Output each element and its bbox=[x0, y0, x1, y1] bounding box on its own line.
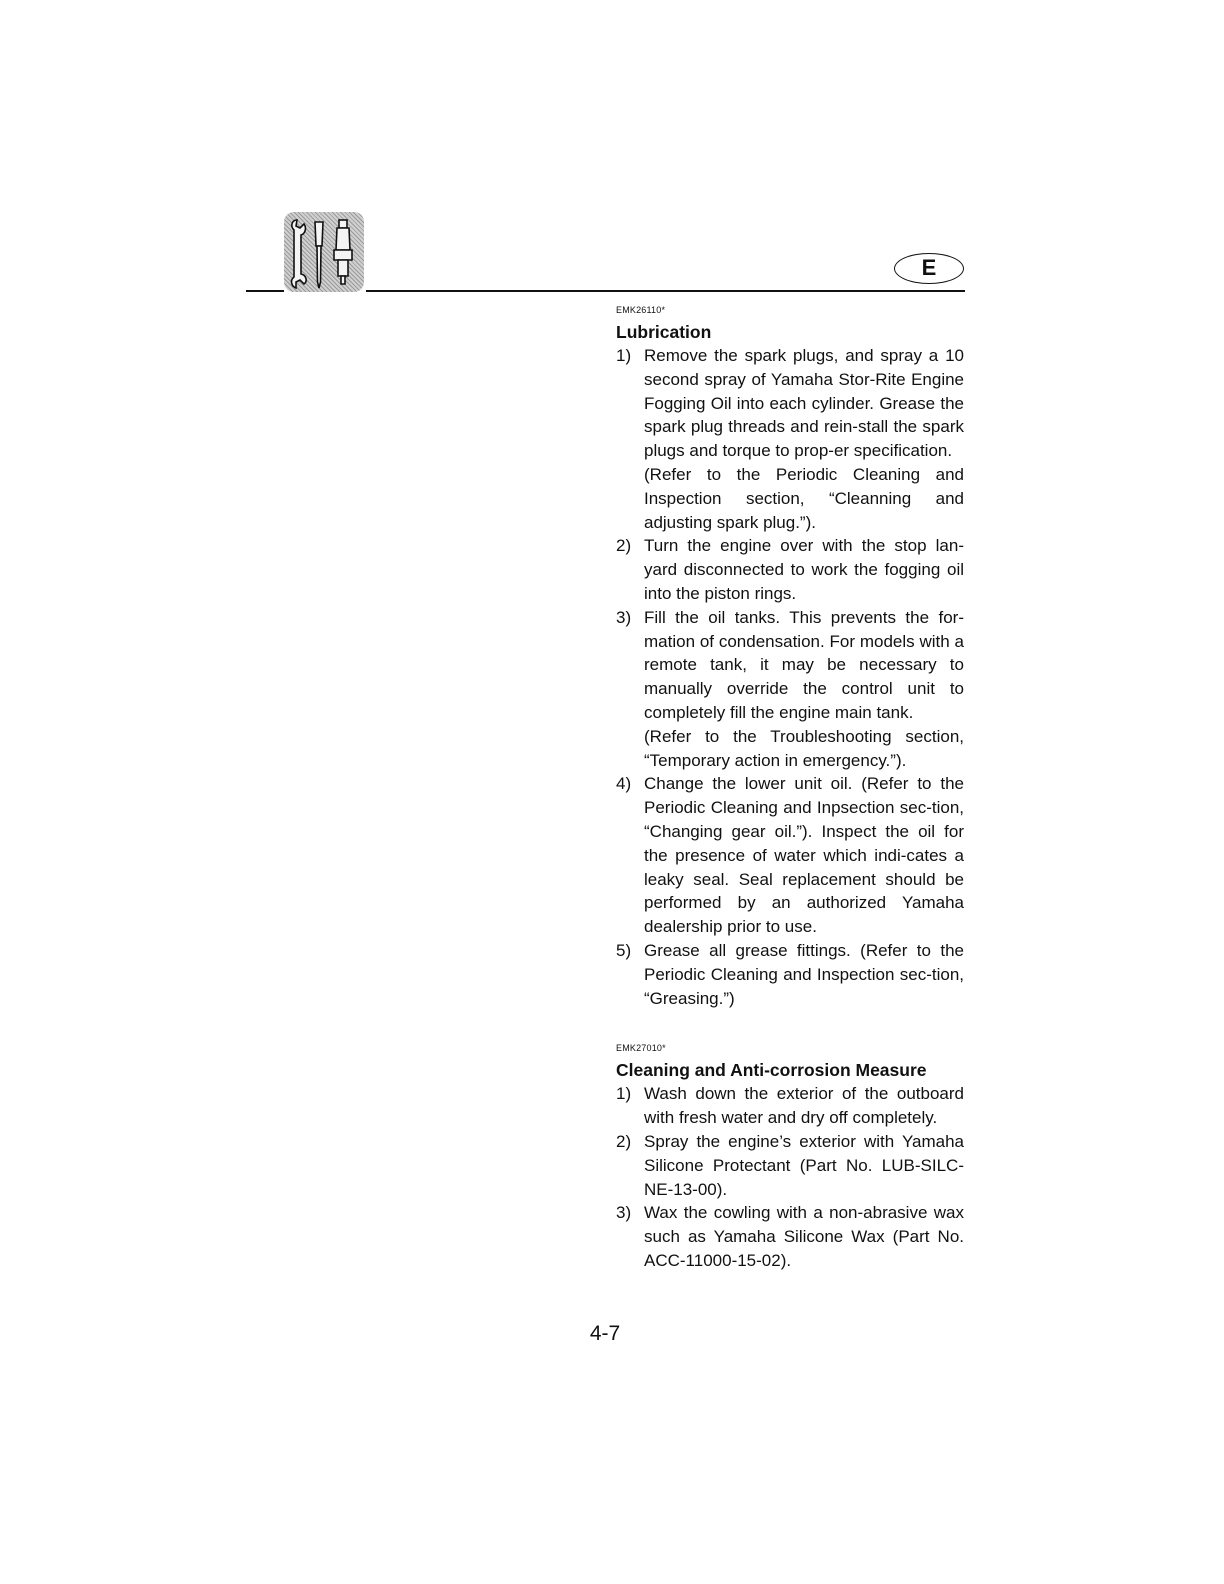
item-text: (Refer to the Troubleshooting section, “Temporary action in emergency.”). bbox=[644, 726, 964, 770]
section-title-cleaning: Cleaning and Anti-corrosion Measure bbox=[616, 1060, 927, 1081]
item-number: 1) bbox=[616, 346, 632, 365]
header-rule-right bbox=[366, 290, 965, 292]
list-item bbox=[616, 939, 964, 1010]
main-content bbox=[616, 304, 964, 1273]
list-item bbox=[616, 772, 964, 939]
language-badge: E bbox=[894, 253, 964, 284]
list-item bbox=[616, 1201, 964, 1272]
list-item bbox=[616, 344, 964, 534]
item-text: Wax the cowling with a non-abrasive wax such as Yamaha Silicone Wax (Part No. ACC-11000-15-02). bbox=[644, 1203, 964, 1270]
section-code: EMK26110* bbox=[616, 305, 666, 315]
item-number: 3) bbox=[616, 607, 632, 627]
list-item bbox=[616, 534, 964, 605]
list-item bbox=[616, 1082, 964, 1130]
item-number: 2) bbox=[616, 1131, 632, 1151]
item-text: (Refer to the Periodic Cleaning and Inspection section, “Cleanning and adjusting spark plug.”). bbox=[644, 464, 964, 532]
list-item bbox=[616, 1130, 964, 1201]
section-code: EMK27010* bbox=[616, 1043, 666, 1054]
item-number: 2) bbox=[616, 536, 632, 556]
item-text: Wash down the exterior of the outboard with fresh water and dry off completely. bbox=[644, 1084, 964, 1128]
item-number: 5) bbox=[616, 940, 632, 960]
list-item bbox=[616, 606, 964, 773]
section-tools-icon bbox=[284, 212, 364, 292]
lubrication-steps bbox=[616, 344, 964, 1010]
item-number: 1) bbox=[616, 1084, 632, 1104]
page-number: 4-7 bbox=[589, 1322, 621, 1345]
item-text: Turn the engine over with the stop lan-yard disconnected to work the fogging oil into the piston rings. bbox=[644, 536, 964, 603]
section-title-lubrication: Lubrication bbox=[616, 322, 712, 342]
header-rule-left bbox=[246, 290, 284, 292]
item-number: 4) bbox=[616, 774, 632, 794]
cleaning-steps bbox=[616, 1082, 964, 1272]
item-text: Fill the oil tanks. This prevents the for-mation of condensation. For models with a remote tank, it may be necessary to manually override the control unit to completely fill the engine main tank. bbox=[644, 607, 964, 722]
item-text: Spray the engine’s exterior with Yamaha Silicone Protectant (Part No. LUB-SILC-NE-13-00). bbox=[644, 1131, 964, 1199]
wrench-screwdriver-sparkplug-icon bbox=[284, 212, 364, 292]
item-text: Grease all grease fittings. (Refer to the Periodic Cleaning and Inspection sec-tion, “Greasing.”) bbox=[644, 940, 964, 1008]
item-text: Change the lower unit oil. (Refer to the Periodic Cleaning and Inpsection sec-tion, “Changing gear oil.”). Inspect the oil for the presence of water which indi-cates a leaky seal. Seal replacement should be performed by an authorized Yamaha dealership prior to use. bbox=[644, 774, 964, 937]
item-number: 3) bbox=[616, 1203, 632, 1223]
item-text: Remove the spark plugs, and spray a 10 second spray of Yamaha Stor-Rite Engine Fogging Oil into each cylinder. Grease the spark plug threads and rein-stall the spark plugs and torque to prop-er specification. bbox=[644, 346, 964, 461]
